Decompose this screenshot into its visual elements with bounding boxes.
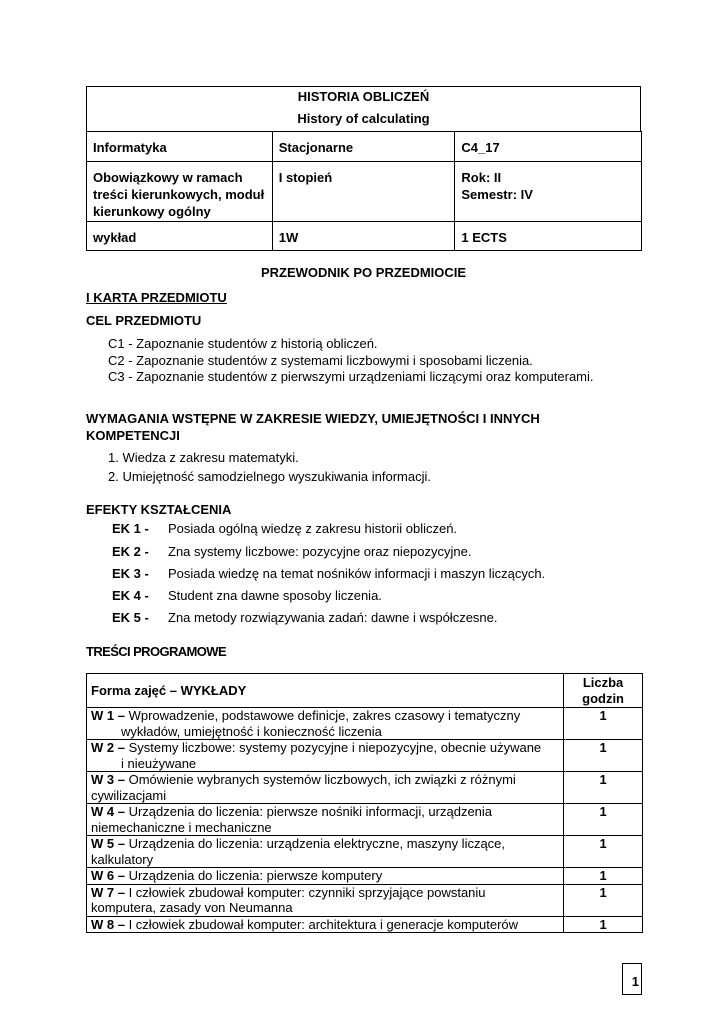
lecture-topic [87,708,564,740]
wymagania-item: 2. Umiejętność samodzielnego wyszukiwania informacji. [108,469,431,484]
hours-form: 1W [272,222,455,251]
year-semester: Rok: II Semestr: IV [455,162,642,222]
wymagania-item: 1. Wiedza z zakresu matematyki. [108,450,299,465]
lecture-hours: 1 [564,772,643,804]
cel-item: C1 - Zapoznanie studentów z historią obliczeń. [108,336,378,351]
lecture-text: Urządzenia do liczenia: pierwsze komputery [124,868,383,883]
lecture-hours: 1 [564,708,643,740]
ek-code: EK 5 - [112,610,149,625]
section-efekty: EFEKTY KSZTAŁCENIA [86,502,232,517]
lecture-text: Wprowadzenie, podstawowe definicje, zakres czasowy i tematyczny [124,708,521,723]
lecture-code: W 6 – [91,868,125,883]
ek-text: Zna metody rozwiązywania zadań: dawne i współczesne. [168,610,498,625]
lecture-text: Omówienie wybranych systemów liczbowych, ich związki z różnymi [124,772,516,787]
table-row [87,804,643,836]
lecture-code: W 5 – [91,836,125,851]
table-row [87,868,643,885]
table-row [87,884,643,916]
lecture-code: W 4 – [91,804,125,819]
lecture-topic [87,772,564,804]
ek-text: Posiada ogólną wiedzę z zakresu historii obliczeń. [168,521,458,536]
lecture-text-cont: cywilizacjami [91,787,167,803]
lecture-text-cont: niemechaniczne i mechaniczne [91,819,272,835]
section-cel: CEL PRZEDMIOTU [86,313,202,328]
lecture-topic [87,740,564,772]
study-mode: Stacjonarne [272,132,455,162]
lecture-code: W 3 – [91,772,125,787]
lecture-hours: 1 [564,804,643,836]
lecture-text: Urządzenia do liczenia: urządzenia elektryczne, maszyny liczące, [124,836,506,851]
lecture-hours: 1 [564,916,643,933]
page-number: 1 [622,963,642,995]
lecture-code: W 8 – [91,916,125,932]
ek-text: Student zna dawne sposoby liczenia. [168,588,382,603]
table-row [87,916,643,933]
cel-item: C3 - Zapoznanie studentów z pierwszymi urządzeniami liczącymi oraz komputerami. [108,369,594,384]
lectures-header-form: Forma zajęć – WYKŁADY [87,674,564,708]
section-wymagania: WYMAGANIA WSTĘPNE W ZAKRESIE WIEDZY, UMIEJĘTNOŚCI I INNYCH KOMPETENCJI [86,411,540,443]
guide-title: PRZEWODNIK PO PRZEDMIOCIE [260,265,467,280]
lecture-topic [87,916,564,933]
study-level: I stopień [272,162,455,222]
lecture-text: Urządzenia do liczenia: pierwsze nośniki informacji, urządzenia [124,804,493,819]
ek-text: Posiada wiedzę na temat nośników informacji i maszyn liczących. [168,566,546,581]
lecture-text-cont: wykładów, umiejętność i konieczność liczenia [121,723,382,739]
ek-text: Zna systemy liczbowe: pozycyjne oraz niepozycyjne. [168,544,472,559]
course-title-en: History of calculating [297,111,430,126]
ek-code: EK 2 - [112,544,149,559]
lectures-header-hours: Liczba godzin [564,674,643,708]
lecture-code: W 7 – [91,884,125,900]
lecture-text: I człowiek zbudował komputer: czynniki sprzyjające powstaniu [124,884,486,900]
course-code: C4_17 [455,132,642,162]
field-of-study: Informatyka [87,132,273,162]
course-info-table [86,131,642,251]
lecture-topic [87,884,564,916]
ek-code: EK 1 - [112,521,149,536]
table-row [87,740,643,772]
course-title-box [86,86,641,131]
class-form: wykład [87,222,273,251]
lecture-code: W 1 – [91,708,125,723]
lecture-code: W 2 – [91,740,125,755]
ects-points: 1 ECTS [455,222,642,251]
ek-code: EK 4 - [112,588,149,603]
lectures-table [86,673,643,933]
lecture-text: I człowiek zbudował komputer: architektura i generacje komputerów [124,916,519,932]
lecture-text: Systemy liczbowe: systemy pozycyjne i niepozycyjne, obecnie używane [124,740,542,755]
cel-item: C2 - Zapoznanie studentów z systemami liczbowymi i sposobami liczenia. [108,353,533,368]
lecture-text-cont: kalkulatory [91,851,154,867]
lecture-topic [87,804,564,836]
lecture-topic [87,836,564,868]
table-row [87,836,643,868]
section-karta: I KARTA PRZEDMIOTU [86,290,227,305]
lecture-text-cont: i nieużywane [121,755,197,771]
lecture-hours: 1 [564,868,643,885]
section-tresci: TREŚCI PROGRAMOWE [86,644,227,659]
module-type: Obowiązkowy w ramach treści kierunkowych, moduł kierunkowy ogólny [87,162,273,222]
lecture-hours: 1 [564,884,643,916]
ek-code: EK 3 - [112,566,149,581]
table-row [87,772,643,804]
lecture-text-cont: komputera, zasady von Neumanna [91,900,293,915]
course-title-pl: HISTORIA OBLICZEŃ [297,89,430,104]
lecture-topic [87,868,564,885]
lecture-hours: 1 [564,740,643,772]
table-row [87,708,643,740]
lecture-hours: 1 [564,836,643,868]
